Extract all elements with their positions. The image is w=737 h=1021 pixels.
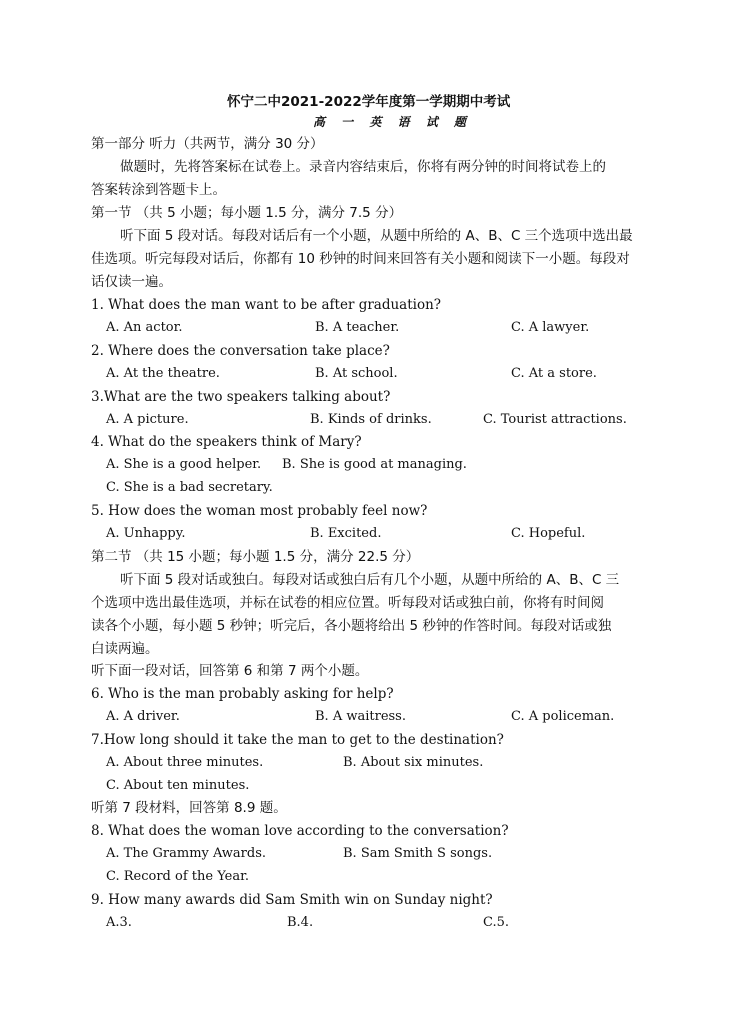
exam-title: 怀宁二中2021-2022学年度第一学期期中考试 [227,94,511,110]
question-7-option-b: B. About six minutes. [343,755,484,770]
part1-intro-line2: 答案转涂到答题卡上。 [91,182,226,198]
question-7-option-a: A. About three minutes. [106,755,264,770]
question-2: 2. Where does the conversation take place? [91,343,390,359]
question-8-option-b: B. Sam Smith S songs. [343,846,493,861]
section2-note-q6-7: 听下面一段对话，回答第 6 和第 7 两个小题。 [91,663,369,679]
question-7-option-c: C. About ten minutes. [106,778,250,793]
question-6-option-b: B. A waitress. [315,709,406,724]
question-5-option-c: C. Hopeful. [511,526,586,541]
section2-note-q8-9: 听第 7 段材料，回答第 8.9 题。 [91,800,287,816]
question-3-option-c: C. Tourist attractions. [483,412,627,427]
question-9-option-a: A.3. [106,915,132,930]
question-4-option-b: B. She is good at managing. [282,457,467,472]
question-4: 4. What do the speakers think of Mary? [91,434,362,450]
question-6-option-c: C. A policeman. [511,709,615,724]
question-1-option-a: A. An actor. [106,320,183,335]
section1-instr-line3: 话仅读一遍。 [91,274,172,290]
question-5: 5. How does the woman most probably feel now? [91,503,428,519]
part1-intro-line1: 做题时，先将答案标在试卷上。录音内容结束后，你将有两分钟的时间将试卷上的 [120,159,606,175]
section2-heading: 第二节 （共 15 小题；每小题 1.5 分，满分 22.5 分） [91,549,420,565]
question-4-option-c: C. She is a bad secretary. [106,480,273,495]
question-6: 6. Who is the man probably asking for help? [91,686,394,702]
question-1-option-b: B. A teacher. [315,320,400,335]
question-9-option-b: B.4. [287,915,314,930]
section2-instr-line4: 白读两遍。 [91,641,159,657]
question-5-option-b: B. Excited. [310,526,382,541]
question-8-option-a: A. The Grammy Awards. [106,846,267,861]
question-3: 3.What are the two speakers talking about? [91,389,391,405]
question-7: 7.How long should it take the man to get to the destination? [91,732,504,748]
question-3-option-b: B. Kinds of drinks. [310,412,432,427]
section1-instr-line1: 听下面 5 段对话。每段对话后有一个小题，从题中所给的 A、B、C 三个选项中选出最 [120,228,633,244]
question-5-option-a: A. Unhappy. [106,526,186,541]
section2-instr-line2: 个选项中选出最佳选项，并标在试卷的相应位置。听每段对话或独白前，你将有时间阅 [91,595,604,611]
exam-subtitle: 高 一 英 语 试 题 [313,115,472,129]
question-2-option-a: A. At the theatre. [106,366,220,381]
question-6-option-a: A. A driver. [106,709,180,724]
part1-heading: 第一部分 听力（共两节，满分 30 分） [91,136,324,152]
question-9-option-c: C.5. [483,915,510,930]
question-1-option-c: C. A lawyer. [511,320,590,335]
section2-instr-line3: 读各个小题，每小题 5 秒钟；听完后，各小题将给出 5 秒钟的作答时间。每段对话或独 [91,618,612,634]
question-8-option-c: C. Record of the Year. [106,869,250,884]
section1-heading: 第一节 （共 5 小题；每小题 1.5 分，满分 7.5 分） [91,205,403,221]
question-8: 8. What does the woman love according to the conversation? [91,823,509,839]
section1-instr-line2: 佳选项。听完每段对话后，你都有 10 秒钟的时间来回答有关小题和阅读下一小题。每段对 [91,251,630,267]
question-9: 9. How many awards did Sam Smith win on Sunday night? [91,892,493,908]
section2-instr-line1: 听下面 5 段对话或独白。每段对话或独白后有几个小题，从题中所给的 A、B、C 三 [120,572,620,588]
question-1: 1. What does the man want to be after graduation? [91,297,442,313]
question-4-option-a: A. She is a good helper. [106,457,262,472]
question-3-option-a: A. A picture. [106,412,189,427]
question-2-option-c: C. At a store. [511,366,597,381]
question-2-option-b: B. At school. [315,366,398,381]
